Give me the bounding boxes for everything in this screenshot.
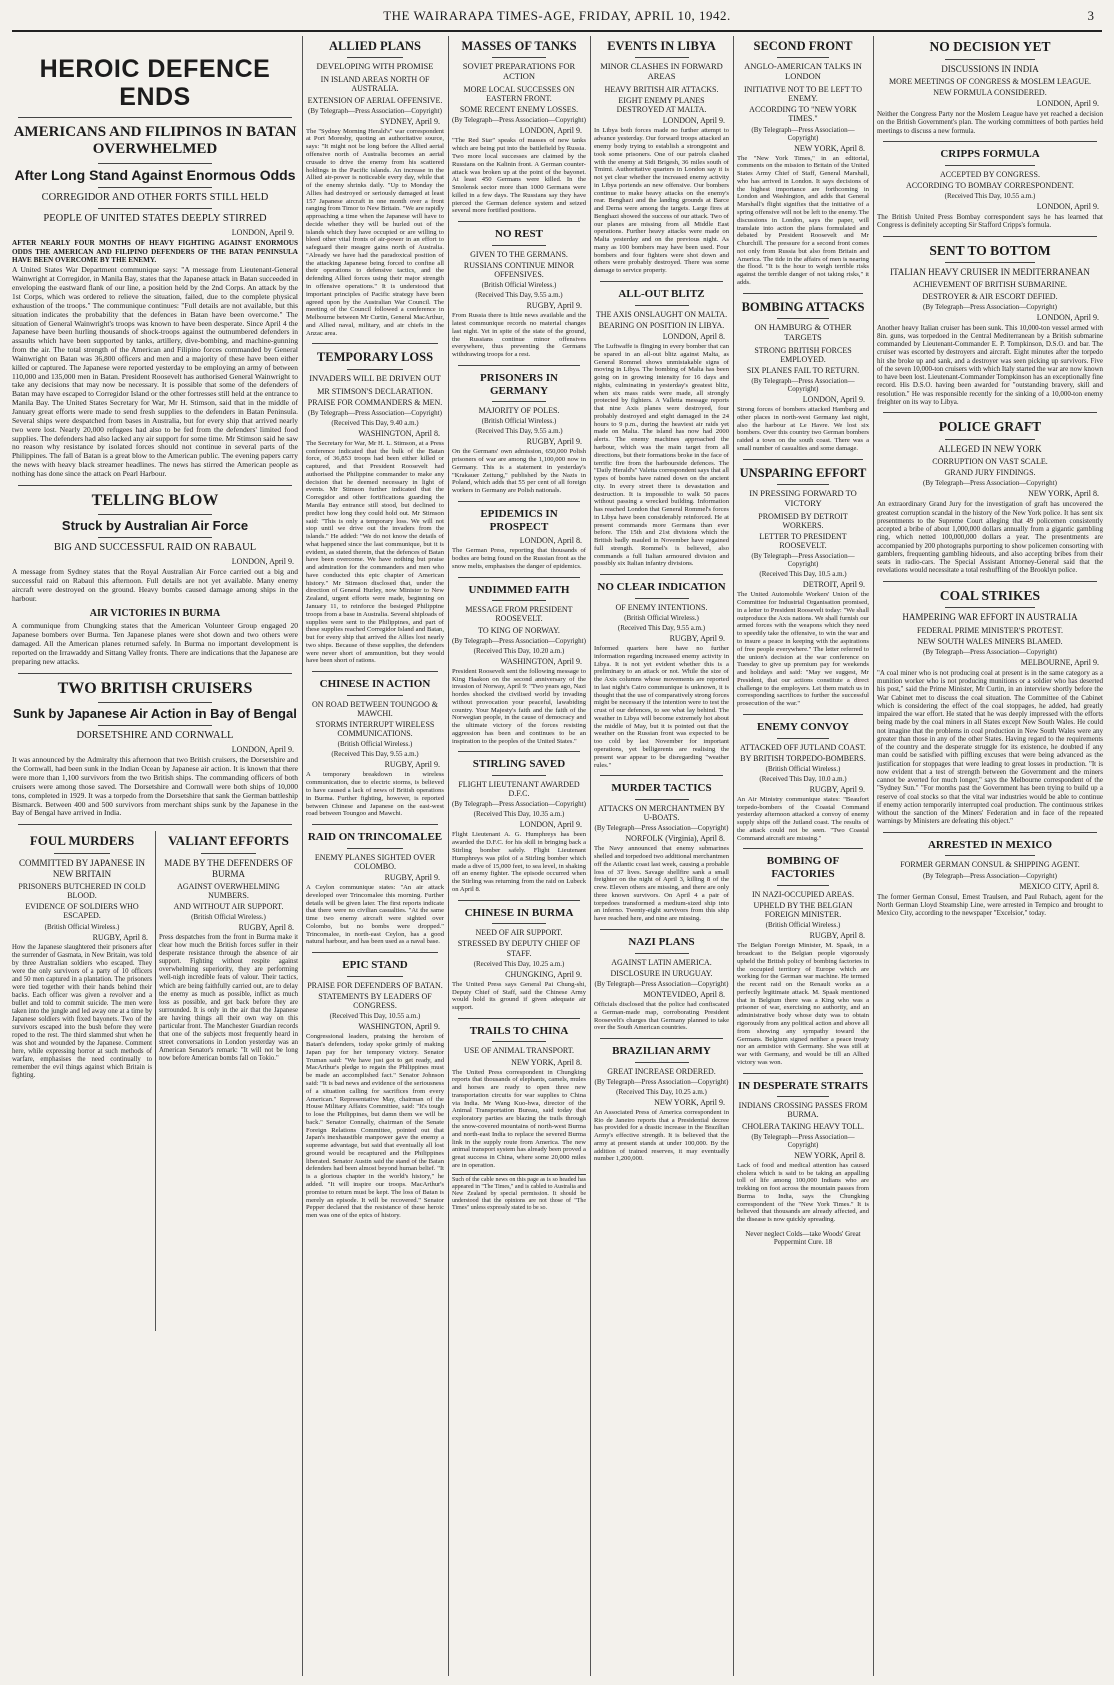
article-body: Press despatches from the front in Burma make it clear how much the British forces suffer in their desperate resistance through the absence of air support. Fighting without respite against overwhelming superiority, they are performing well-nigh incredible feats of valour. Their tactics, which are being faithfully carried out, are to delay the enemy as much as possible, inflict as much loss as possible, and get back before they are surrounded. It is only in the air that the Japanese are having things all their own way on this particular front. The Manchester Guardian records that one of the subjects most frequently heard in street conversations in London yesterday was an American Senator's remark: "It will not be long now before American bombs fall on Tokio." [159,934,298,1062]
lead-deck: After Long Stand Against Enormous Odds [14,166,296,183]
masthead [0,0,1114,30]
article-deck: STORMS INTERRUPT WIRELESS COMMUNICATIONS. [315,720,435,739]
article-body: The "Sydney Morning Herald's" war correspondent at Port Moresby, quoting an authoritative source, says: "It might not be long before the Allied aerial offensive north of Australia becomes an aerial crusade to drive the enemy from his scattered holdings in the Pacific islands. An increase in the Allied air-power is noticeable every day, while that of the enemy shrinks daily. "Up to Monday the Allies had destroyed or seriously damaged at least 157 Japanese aircraft in one month over a front ranging from Timor to New Britain. "We are rapidly approaching a time when the Japanese will have to decide whether they will be hurled out of the islands which they have occupied or are willing to bleed other vital fronts of air-power in an effort to safeguard their meagre gains north of Australia. "Already we have had the paradoxical position of the attacking Japanese being forced to confine all their operations to defensive tactics, and the defending Allied forces using their major strength in offensive operations." It is understood that important principles of Pacific strategy have been agreed upon by the Australian War Council. The meeting of the Council followed a conference in Melbourne between Mr Curtin, General MacArthur, and Allied naval, military, and air chiefs in the Anzac area. [306,127,444,337]
lead-intro: AFTER NEARLY FOUR MONTHS OF HEAVY FIGHTING AGAINST ENORMOUS ODDS THE AMERICAN AND FILIPINO DEFENDERS OF THE BATAN PENINSULA HAVE BEEN OVERCOME BY THE ENEMY. [12,239,298,264]
article-deck: IN NAZI-OCCUPIED AREAS. [752,889,854,899]
article-headline: RAID ON TRINCOMALEE [307,831,443,844]
article-headline: ALL-OUT BLITZ [618,288,705,301]
article-deck: NEW SOUTH WALES MINERS BLAMED. [917,636,1063,646]
article-headline: NO DECISION YET [929,39,1051,54]
article-deck: ACCORDING TO BOMBAY CORRESPONDENT. [906,180,1074,190]
article-headline: NO CLEAR INDICATION [597,581,726,594]
dateline: SYDNEY, April 9. [380,116,440,126]
article-deck: FEDERAL PRIME MINISTER'S PROTEST. [917,625,1063,635]
article-deck: ANGLO-AMERICAN TALKS IN LONDON [744,61,862,82]
received-line: (Received This Day, 10.20 a.m.) [473,646,565,655]
dateline: LONDON, April 9. [802,395,865,405]
article-deck: BIG AND SUCCESSFUL RAID ON RABAUL [53,542,257,554]
dateline: NEW YORK, April 8. [794,1150,865,1160]
article-deck: UPHELD BY THE BELGIAN FOREIGN MINISTER. [753,900,853,920]
article-deck: USE OF ANIMAL TRANSPORT. [463,1046,575,1056]
article-deck: PRISONERS BUTCHERED IN COLD BLOOD. [18,881,146,901]
article-headline: BOMBING OF FACTORIES [766,855,840,881]
column-6 [877,36,1103,1676]
dateline: LONDON, April 8. [519,536,582,546]
dateline: LONDON, April 9. [231,228,294,238]
article-deck: HEAVY BRITISH AIR ATTACKS. [604,84,719,94]
article-deck: INITIATIVE NOT TO BE LEFT TO ENEMY. [744,84,862,104]
article-deck: FLIGHT LIEUTENANT AWARDED D.F.C. [458,780,580,799]
received-line: (Received This Day, 10.0 a.m.) [759,774,847,783]
article-deck: IN ISLAND AREAS NORTH OF AUSTRALIA. [320,75,430,94]
column-5 [737,36,869,1676]
article-deck: RUSSIANS CONTINUE MINOR OFFENSIVES. [463,260,575,280]
article-deck: STRESSED BY DEPUTY CHIEF OF STAFF. [457,939,581,958]
article-body: Strong forces of bombers attacked Hamburg and other places in north-west Germany last night, also the harbour at Le Havre. We lost six bombers. Over this country two German bombers raided a town on the south coast. There was a small number of casualties and some damage. [737,406,869,452]
article-body: The former German Consul, Ernest Traulsen, and Paul Rubach, agent for the North German Lloyd Steamship Line, were arrested in Tempico and brought to Mexico City, according to the newspaper "Excelsior," today. [877,892,1103,918]
dateline: LONDON, April 9. [519,126,582,136]
dateline: LONDON, April 8. [662,332,725,342]
credit-line: (By Telegraph—Press Association—Copyright) [923,871,1057,880]
article-body: Lack of food and medical attention has caused cholera which is said to be taking an appalling toll of life among 100,000 Indians who are trekking on foot across the mountain passes from Burma to India, says the Chungking correspondent of the "New York Times." It is believed that thousands are already affected, and the disease is now quickly spreading. [737,1161,869,1224]
credit-line: (By Telegraph—Press Association—Copyright) [308,408,442,417]
received-line: (Received This Day, 10.25 a.m.) [616,1087,707,1096]
article-headline: EVENTS IN LIBYA [607,39,716,53]
article-headline: SENT TO BOTTOM [929,242,1051,258]
article-deck: ACHIEVEMENT OF BRITISH SUBMARINE. [912,280,1068,290]
sub-headline: AIR VICTORIES IN BURMA [89,607,221,619]
received-line: (Received This Day, 10.35 a.m.) [473,810,565,819]
article-headline: STIRLING SAVED [472,758,566,771]
received-line: (Received This Day, 9.55 a.m.) [331,750,419,759]
article-deck: ON ROAD BETWEEN TOUNGOO & MAWCHI. [312,699,438,718]
article-deck: MORE MEETINGS OF CONGRESS & MOSLEM LEAGUE. [888,76,1091,86]
article-body: The Secretary for War, Mr H. L. Stimson, at a Press conference indicated that the bulk of the Batan force, of 36,853 troops had been either killed or captured, and that President Roosevelt had authorised the Philippine commander to make any decision that he deemed necessary in light of events. Mr Stimson further indicated that the Corregidor and other fortifications guarding the Manila Bay entrance still stood, but declined to predict how long they could hold out. Mr Stimson said: "This is only a temporary loss. We will not stop until we drive out the invaders from the islands." He added: "We do not know the details of what happened since the last communique, but it is evident, as stated therein, that the defences of Batan have been overcome. We have nothing but praise and admiration for the commanders and men who have conducted this epic chapter of American history." Mr Stimson disclosed that, under the direction of General Hurley, now Minister to New Zealand, urgent efforts were made, beginning on January 11, to reinforce the besieged Philippine troops from a base in Australia. Several shiploads of supplies were sent to the Philippines, and part of these supplies reached Corregidor Island and Batan, but for every ship that arrived the Allies lost nearly two ships. Because of these supplies, the defenders were never short of ammunition, but they would have been short of rations. [306,439,444,665]
article-headline: ARRESTED IN MEXICO [927,838,1053,851]
dateline: LONDON, April 9. [662,116,725,126]
article-headline: TELLING BLOW [91,491,219,509]
article-body: Flight Lieutenant A. G. Humphreys has been awarded the D.F.C. for his skill in bringing back a Stirling bomber safely. Flight Lieutenant Humphreys was pilot of a Stirling bomber which made a dive of 15,000 feet, to sea level, in shaking off an enemy fighter. The episode occurred when the Stirling was returning from the raid on Lubeck on April 8. [452,831,586,893]
article-deck: LETTER TO PRESIDENT ROOSEVELT. [759,532,847,551]
article-body: A message from Sydney states that the Royal Australian Air Force carried out a big and successful raid on Rabaul this afternoon. Full details are not yet available. Many enemy aircraft were destroyed on the ground. Heavy bombs caused damage among ships in the harbour. [12,567,298,603]
dateline: LONDON, April 9. [519,820,582,830]
column-3 [452,36,586,1676]
article-deck: GIVEN TO THE GERMANS. [470,249,568,259]
credit-line: (By Telegraph—Press Association—Copyright) [452,636,586,645]
article-deck: ON HAMBURG & OTHER TARGETS [754,322,852,342]
article-headline: UNSPARING EFFORT [739,465,867,480]
advertisement-number: 18 [825,1237,833,1246]
article-deck: PRAISE FOR COMMANDERS & MEN. [307,397,443,407]
credit-line: (By Telegraph—Press Association—Copyright) [452,800,586,809]
article-deck: DISCLOSURE IN URUGUAY. [610,968,713,978]
dateline: RUGBY, April 8. [809,931,865,941]
dateline: RUGBY, April 8. [238,923,294,933]
dateline: MONTEVIDEO, April 8. [643,990,725,999]
dateline: LONDON, April 9. [1036,99,1099,109]
article-deck: GREAT INCREASE ORDERED. [607,1066,716,1076]
article-body: A communique from Chungking states that the American Volunteer Group engaged 20 Japanese bombers over Burma. Ten Japanese planes were shot down and two others were damaged. All the American planes returned safely. In Burma no important development is reported on the Irrawaddy and Sittang Valley fronts. There are indications that the Japanese are preparing new attacks. [12,621,298,666]
article-body: The British United Press Bombay correspondent says he has learned that Congress is definitely accepting Sir Stafford Cripps's formula. [877,213,1103,230]
article-headline: MURDER TACTICS [611,782,712,795]
dateline: MELBOURNE, April 9. [1020,657,1099,667]
column-divider [155,831,156,1331]
article-deck: SIX PLANES FAIL TO RETURN. [746,365,860,375]
credit-line: (British Official Wireless.) [481,281,557,290]
dateline: NEW YORK, April 8. [511,1057,582,1067]
article-headline: ENEMY CONVOY [757,720,849,733]
article-body: "The Red Star" speaks of masses of new tanks which are being put into the battlefield by Russia. Two more local successes are claimed by the Russians on the Kalinin front. A German counter-attack was broken up at the point of the bayonet. At least 450 Germans were killed. In the Smolensk sector more than 1000 Germans were killed in a few days. The Russians say they have pierced the German defence system and seized several more fortified positions. [452,137,586,215]
article-deck: FORMER GERMAN CONSUL & SHIPPING AGENT. [900,860,1080,870]
received-line: (Received This Day, 9.40 a.m.) [331,418,419,427]
received-line: (Received This Day, 10.5 a.m.) [759,570,847,579]
advertisement-text: Never neglect Colds—take Woods' Great Peppermint Cure. [745,1229,861,1246]
dateline: RUGBY, April 9. [669,634,725,644]
lead-section [12,36,298,1676]
dateline: LONDON, April 9. [231,745,294,755]
article-deck: DEVELOPING WITH PROMISE [316,61,434,72]
newspaper-title: THE WAIRARAPA TIMES-AGE, FRIDAY, APRIL 10, 1942. [383,8,731,23]
dateline: LONDON, April 9. [1036,312,1099,322]
valiant-efforts-article [159,831,298,1062]
article-deck: DISCUSSIONS IN INDIA [941,63,1039,74]
credit-line: (By Telegraph—Press Association—Copyright) [751,552,855,569]
article-body: It was announced by the Admiralty this afternoon that two British cruisers, the Dorsetshire and the Cornwall, had been sunk in the Indian Ocean by Japanese air action. It is known that there were more than 1,100 survivors from the two British ships. The commanding officers of both cruisers were among those saved. The Dorsetshire and Cornwall were both ships of 10,000 tons, completed in 1929. It was a torpedo from the Dorsetshire that sank the German battleship Bismarck. Between 400 and 500 survivors from merchant ships sunk by the Japanese in the Bay of Bengal have arrived in India. [12,755,298,818]
article-body: The United Automobile Workers' Union of the Committee for Industrial Organisation promised, in a letter to President Roosevelt today: "We shall outproduce the Axis nations. We shall furnish our armed forces with the weapons which they need to speedily take the offensive, to win the war and to insure a peace in keeping with the aspirations of free people everywhere." The letter referred to the union's decision at the war conference on Tuesday to give up premium pay for weekends and holidays and said: "May we suggest, Mr President, that our actions constitute a direct challenge to the employers. Let them match us in corresponding sacrifices to further the successful prosecution of the war." [737,591,869,708]
column-divider [448,36,449,1676]
article-deck: STRONG BRITISH FORCES EMPLOYED. [754,345,852,364]
article-deck: ACCEPTED BY CONGRESS. [940,169,1040,179]
article-body: On the Germans' own admission, 650,000 Polish prisoners of war are among the 1,100,000 now in Germany. This is a statement in yesterday's "Krakauer Zeitung," published by the Nazis in Poland, which adds that 55 per cent of all foreign workers in Germany are Polish nationals. [452,448,586,495]
article-deck: EIGHT ENEMY PLANES DESTROYED AT MALTA. [616,96,707,115]
article-body: "A coal miner who is not producing coal at present is in the same category as a munition worker who is not producing munitions or a soldier who has deserted his post," said the Prime Minister, Mr Curtin, in an interview shortly before the War Cabinet met to discuss the coal situation. The Committee of the Cabinet which is considering the effect of the coal stoppages, he added, had greatly impaired the war effort. He stated that he was deeply impressed with the efforts being made by the coal miners in all States except New South Wales. He could not imagine that the problems in coal production in New South Wales were any greater than those in any of the other States. Having regard to the requirements of the country and the desperate struggle for its existence, he doubted if any man could be satisfied with piffling excuses that were being advanced as the justification for stoppages that were leading to great losses in production. "It is now evident that a test of strength between the Government and the miners cannot be averted for much longer," says the Melbourne correspondent of the "Sydney Sun." "For months past the Government has been trying to build up a reserve of coal stocks so that the vital war industries would be able to continue if enemy action temporarily interrupted coal production. The continuous strikes without the sanction of the Miners' Federation and in face of the repeated warnings by Ministers are defeating this object." [877,668,1103,826]
article-headline: IN DESPERATE STRAITS [737,1079,868,1092]
article-deck: SOME RECENT ENEMY LOSSES. [459,105,579,115]
article-headline: POLICE GRAFT [938,419,1042,435]
article-headline: FOUL MURDERS [29,833,135,849]
article-headline: TEMPORARY LOSS [316,350,434,365]
article-deck: MINOR CLASHES IN FORWARD AREAS [600,61,723,82]
lead-deck: CORREGIDOR AND OTHER FORTS STILL HELD [41,191,269,203]
article-headline: SECOND FRONT [753,39,853,53]
credit-line: (By Telegraph—Press Association—Copyright) [923,479,1057,488]
article-deck: MORE LOCAL SUCCESSES ON EASTERN FRONT. [463,84,575,104]
article-headline: PRISONERS IN GERMANY [480,371,558,397]
article-deck: NEED OF AIR SUPPORT. [475,928,563,938]
article-headline: MASSES OF TANKS [461,39,577,53]
credit-line: (British Official Wireless.) [191,913,266,922]
column-divider [302,36,303,1676]
received-line: (Received This Day, 9.55 a.m.) [475,427,563,436]
credit-line: (By Telegraph—Press Association—Copyright) [452,116,586,125]
dateline: WASHINGTON, April 9. [358,1022,440,1032]
article-body: From Russia there is little news available and the latest communique records no material changes last night. Yet in spite of the state of the ground, the Russians continue minor offensives everywhere, thus preventing the Germans withdrawing troops for a rest. [452,312,586,359]
article-headline: BRAZILIAN ARMY [612,1045,711,1058]
article-headline: UNDIMMED FAITH [468,583,570,596]
article-deck: INDIANS CROSSING PASSES FROM BURMA. [738,1101,868,1120]
article-body: In Libya both forces made no further attempt to advance yesterday. Our forward troops attacked an enemy body trying to establish a strongpoint and took some prisoners. One of our patrols clashed with the enemy at Sidi Brigesh, 36 miles south of Tmimi. Authoritative quarters in London say it is not yet clear whether the increased enemy activity in Libya portends an new offensive. Our bombers continue to make heavy attacks on the enemy's rear. Benghazi and the landing grounds at Barce and Derna were among the targets. Large fires at Benghazi showed the success of our attack. Two of our planes are missing from all Middle East operations. Further heavy attacks were made on Malta yesterday and on the previous night. As many as 100 bombers may have been used. Four bombers and four fighters were shot down and others were probably destroyed. There was some damage to service property. [594,127,729,275]
article-headline: CHINESE IN BURMA [464,906,574,919]
credit-line: (By Telegraph—Press Association—Copyright) [923,647,1057,656]
article-body: The United Press correspondent in Chungking reports that thousands of elephants, camels, mules and horses are ready to open three new transportation circuits for war supplies to China via India. Mr Wang Kuo-hwa, director of the Animal Transportation Bureau, said today that exploratory parties are blazing the trails through the snow-covered mountains of north-west Burma and north-east India to replace the severed Burma link in the supply route from America. The new animal transport system has already been proved a great success in China, where some 20,000 miles are in operation. [452,1068,586,1169]
article-headline: ALLIED PLANS [328,39,422,53]
article-body: Another heavy Italian cruiser has been sunk. This 10,000-ton vessel armed with 8in. guns, was torpedoed in the Central Mediterranean by a British submarine commanded by Lieutenant-Commander E. P. Tompkinson, D.S.O. and bar. The cruiser was escorted by destroyers and aircraft. Eight minutes after the torpedo hit she broke up and sank, and a destroyer was seen picking up survivors. Five of the seven 10,000-ton cruisers with which Italy started the war are now known to have been lost. Lieutenant-Commander Tompkinson has an exceptionally fine record. His D.S.O. having been awarded for "outstanding bravery, skill and resolution." He was responsible recently for the sinking of a 10,000-ton enemy freighter on its way to Libya. [877,323,1103,406]
article-deck: BY BRITISH TORPEDO-BOMBERS. [740,753,866,763]
article-deck: BEARING ON POSITION IN LIBYA. [598,320,725,330]
article-deck: STATEMENTS BY LEADERS OF CONGRESS. [318,992,432,1011]
received-line: (Received This Day, 10.55 a.m.) [944,192,1036,200]
article-deck: COMMITTED BY JAPANESE IN NEW BRITAIN [18,858,146,879]
article-headline: NAZI PLANS [628,935,695,948]
article-deck: AGAINST LATIN AMERICA. [611,957,712,967]
article-body: The Belgian Foreign Minister, M. Spaak, in a broadcast to the Belgian people vigorously upheld the British policy of bombing factories in the occupied territory of Europe which are working for the German war machine. He termed the recent raid on the Renault works as a perfectly legitimate attack. M. Spaak mentioned that in Belgium there was a King who was a prisoner of war, exercising no authority, and an administrative body whose duty was to obtain rigorously from any political action and above all from showing any sympathy toward the Germans. Belgium signed neither a peace treaty nor an armistice with Germany. She was still at war with Germany, and would be till an Allied victory was won. [737,942,869,1066]
article-deck: DORSETSHIRE AND CORNWALL [76,730,234,742]
article-body: Informed quarters here have no further information regarding increased enemy activity in Libya. It is not yet evident whether this is a preliminary to an attack or not. While the size of the Axis columns whose movements are reported in last night's Cairo communique is unknown, it is thought that the use of comparatively strong forces might be necessary if the intention were to test the crust of our defences, to see what lay behind. The weather in Libya will become extremely hot about the middle of May, but it is pointed out that the weather on the Russian front was expected to be too cold by last November for important operations, yet belligerents are realising the present war appear to be disregarding "weather rules." [594,645,729,769]
dateline: NEW YORK, April 8. [794,143,865,153]
credit-line: (British Official Wireless.) [337,740,413,749]
article-body: A Ceylon communique states: "An air attack developed over Trincomalee this morning. Further details will be given later. The first reports indicate that there were no civilian casualties. "At the same time two enemy aircraft were sighted over Colombo, but no bombs were dropped." Trincomalee, in north-east Ceylon, has a good natural harbour, and has been used as a naval base. [306,884,444,946]
credit-line: (By Telegraph—Press Association—Copyright) [594,824,729,833]
dateline: RUGBY, April 9. [526,301,582,311]
article-headline: CHINESE IN ACTION [319,678,431,691]
received-line: (Received This Day, 9.55 a.m.) [475,291,563,300]
masthead-rule [12,30,1102,32]
dateline: WASHINGTON, April 9. [500,656,582,666]
dateline: NEW YORK, April 9. [654,1097,725,1107]
article-headline: CRIPPS FORMULA [940,147,1040,160]
article-deck: PROMISED BY DETROIT WORKERS. [758,511,848,530]
article-deck: EVIDENCE OF SOLDIERS WHO ESCAPED. [25,902,139,921]
dateline: NORFOLK (Virginia), April 8. [625,834,725,844]
credit-line: (By Telegraph—Press Association—Copyright) [751,377,855,394]
article-body: The United Press says General Pai Chung-shi, Deputy Chief of Staff, said the Chinese Army would hold its ground if given adequate air support. [452,980,586,1012]
article-deck: MESSAGE FROM PRESIDENT ROOSEVELT. [465,605,573,624]
article-deck: INVADERS WILL BE DRIVEN OUT [309,372,441,383]
banner-headline: HEROIC DEFENCE ENDS [39,55,271,111]
article-body: An Associated Press of America correspondent in Rio de Janeiro reports that a Presidential decree has provided for a drastic increase in the Brazilian Army's effective strength. It is believed that the army at present stands at under 100,000. By the addition of trained reserves, it may eventually number 1,200,000. [594,1108,729,1163]
article-deck: ACCORDING TO "NEW YORK TIMES." [749,105,857,124]
lead-body: A United States War Department communique says: "A message from Lieutenant-General Wainwright at Corregidor, in Manila Bay, states that the Japanese attack in Batan succeeded in enveloping the eastward flank of our line, a position held by the 2nd Corps. An attack by the 1st Corps, which was ordered to relieve the situation, failed, due to the complete physical exhaustion of the troops." The communique continues: "Full details are not available, but this situation indicates the probability that the defences in Batan have been overcome." The situation of General Wainwright's troops was known to have been desperate. Since April 4 the Japanese have been hurling thousands of shock-troops against the outnumbered defenders in assaults which have been supported by tanks, artillery, dive-bombing, and machine-gunning from the air. The total strength of the American and Filipino forces commanded by General Wainwright on Batan was 36,800 officers and men and a majority of these have been either killed or captured. The Japanese were reported yesterday to be employing an army of between 110,000 and 135,000 men in Batan. President Roosevelt has authorised General Wainwright to take any decisions that may now be necessary. It is possible that some of the defenders of Batan may have escaped to Corregidor Island or the other fortresses still held at the entrance to Manila Bay. The United States Secretary for War, Mr H. Stimson, said that in the middle of January great efforts were made to send fresh supplies to the defenders in Batan Peninsula. Several ships were despatched from bases in Australia, but for every ship that arrived nearly two were lost. Nearly 20,000 refugees had also to be fed from the defenders' limited food supplies. The defenders had also lacked any air support for some time. Mr Stimson said he saw no reason why resistance by isolated forces should not continue in several parts of the Philippines. The fall of Batan is a great blow to the American public. The evening papers carry the news with heavy black streamer headlines. The news has stirred the American people as nothing has done since the attack on Pearl Harbour. [12,265,298,478]
credit-line: (By Telegraph—Press Association—Copyright) [751,125,855,142]
dateline: RUGBY, April 9. [384,760,440,770]
article-deck: DESTROYER & AIR ESCORT DEFIED. [922,291,1058,301]
article-body: Officials disclosed that the police had confiscated a German-made map, corroborating President Roosevelt's charges that Germany planned to take over the South American countries. [594,1001,729,1032]
column-divider [873,36,874,1676]
credit-line: (By Telegraph—Press Association—Copyright) [594,980,729,988]
page-number: 3 [1087,8,1094,23]
credit-line: (By Telegraph—Press Association—Copyright) [923,302,1057,311]
article-deck: Struck by Australian Air Force [61,518,249,534]
article-deck: MR STIMSON'S DECLARATION. [317,386,433,396]
credit-line: (British Official Wireless.) [481,417,557,426]
article-deck: ITALIAN HEAVY CRUISER IN MEDITERRANEAN [890,267,1090,278]
article-headline: VALIANT EFFORTS [168,833,289,849]
lead-deck: PEOPLE OF UNITED STATES DEEPLY STIRRED [43,212,267,224]
article-deck: PRAISE FOR DEFENDERS OF BATAN. [307,980,443,990]
article-headline: TRAILS TO CHINA [469,1024,569,1037]
article-body: The German Press, reporting that thousands of bodies are being found on the Russian front as the snow melts, emphasises the danger of epidemics. [452,547,586,570]
dateline: RUGBY, April 8. [92,932,148,942]
dateline: RUGBY, April 9. [809,784,865,794]
article-deck: AND WITHOUT AIR SUPPORT. [173,902,284,912]
article-body: President Roosevelt sent the following message to King Haakon on the second anniversary of the invasion of Norway, April 9: "Two years ago, Nazi hordes shocked the civilised world by invading without provocation your peaceful, lawabiding country. Your Majesty's faith and the faith of the Norwegian people, in the cause of democracy and the ultimate victory of the forces resisting aggression has been and continues to be an inspiration to the peoples of the United States." [452,667,586,745]
article-headline: NO REST [495,228,543,241]
article-deck: HAMPERING WAR EFFORT IN AUSTRALIA [902,612,1078,623]
article-headline: EPIDEMICS IN PROSPECT [480,507,558,533]
article-deck: TO KING OF NORWAY. [478,625,560,635]
article-headline: COAL STRIKES [939,587,1041,603]
article-deck: AGAINST OVERWHELMING NUMBERS. [177,881,280,901]
credit-line: (British Official Wireless.) [765,764,841,773]
advertisement [737,1230,869,1246]
article-headline: TWO BRITISH CRUISERS [57,679,253,697]
article-deck: NEW FORMULA CONSIDERED. [933,88,1047,98]
credit-line: (By Telegraph—Press Association—Copyright) [594,1077,729,1086]
article-deck: CHOLERA TAKING HEAVY TOLL. [741,1121,865,1131]
credit-line: (British Official Wireless.) [624,614,699,623]
dateline: DETROIT, April 9. [802,580,865,590]
article-body: Neither the Congress Party nor the Moslem League have yet reached a decision on the British Government's plan. The working committees of both parties held meetings to discuss a new formula. [877,110,1103,135]
credit-line: (British Official Wireless.) [44,922,120,931]
article-deck: SOVIET PREPARATIONS FOR ACTION [462,61,576,82]
article-deck: ALLEGED IN NEW YORK [938,443,1042,454]
dateline: WASHINGTON, April 8. [358,428,440,438]
times-note: Such of the cable news on this page as is so headed has appeared in "The Times," and is cabled to Australia and New Zealand by special permission. It should be understood that the opinions are not those of "The Times" unless expressly stated to be so. [452,1174,586,1212]
column-2 [306,36,444,1676]
article-deck: MADE BY THE DEFENDERS OF BURMA [164,858,293,879]
article-deck: ATTACKED OFF JUTLAND COAST. [740,742,866,752]
article-deck: Sunk by Japanese Air Action in Bay of Bengal [13,705,297,721]
dateline: MEXICO CITY, April 8. [1019,881,1099,891]
dateline: RUGBY, April 9. [526,437,582,447]
article-body: Congressional leaders, praising the heroism of Batan's defenders, today spoke grimly of making Japan pay for her temporary victory. Senator Truman said: "We have just got to get ready, and MacArthur's pledge to regain the Philippines must be made an accomplished fact." Senator Johnson said: "It is bad news and evidence of the seriousness of a situation calling for sacrifices from every American." Representative May, chairman of the House Military Affairs Committee, said: "It's tough to lose the Philippines, but damn them we will be back." Senator Connally, chairman of the Senate Foreign Relations Committee, pointed out that Japan's inexhaustible manpower gave the enemy a supreme advantage, but said that eventually all lost ground would be recaptured and the Philippines liberated. Senator Austin said the stand of the Batan defenders had been almost beyond human belief. "It is a glorious chapter in the world's history," he added. "It will inspire our troops. MacArthur's promise to return must be kept. The loss of Batan is merely an episode. It will be recovered." Senator Pepper declared that the resistance of these heroic men was one of the epics of history. [306,1033,444,1220]
dateline: LONDON, April 9. [1036,202,1099,211]
dateline: CHUNGKING, April 9. [505,969,582,979]
article-body: The "New York Times," in an editorial, comments on the mission to Britain of the United States Army Chief of Staff, General Marshall, who has arrived in London. It says decisions of the highest importance are forthcoming in London and Washington, and adds that General Marshall's flight signifies that the initiative of a spring offensive will not be left to the enemy. The discussions in London, says the paper, will translate into action the plans formulated and debated by President Roosevelt and Mr Churchill. The pressure for a second front comes not only from Russia but also from Britain and America. The tide in the affairs of men is nearing the flood. "It is the hour to weigh terrible risks against the terrible danger of not taking risks," it adds. [737,154,869,286]
dateline: NEW YORK, April 8. [1028,489,1099,499]
article-deck: OF ENEMY INTENTIONS. [615,602,708,612]
received-line: (Received This Day, 10.25 a.m.) [473,959,565,968]
credit-line: (British Official Wireless.) [765,921,841,930]
article-body: An extraordinary Grand Jury for the investigation of graft has uncovered the greatest corruption scandal in the history of the New York police. It has sent six presentments to the Supreme Court alleging that 49 policemen consistently accepted a bribe of about 1,000,000 dollars annually from a gigantic gambling ring, which netted 100,000,000 dollars a year. The presentments are accompanied by 200 photographs purporting to show policemen consorting with gamblers, frequenting gambling hideouts, and also accepting bribes from their seats in radio-cars. The Special Assistant Attorney-General said that the revelations would necessitate a total reshuffling of the Brooklyn police. [877,500,1103,575]
article-headline: EPIC STAND [342,959,408,972]
credit-line: (By Telegraph—Press Association—Copyright) [751,1132,855,1149]
article-deck: GRAND JURY FINDINGS. [944,468,1036,478]
article-body: An Air Ministry communique states: "Beaufort torpedo-bombers of the Coastal Command yesterday afternoon attacked a convoy of enemy supply ships off the Jutland coast. The results of the attack could not be seen. "Two Coastal Command aircraft are missing." [737,795,869,842]
article-body: How the Japanese slaughtered their prisoners after the surrender of Gasmata, in New Britain, was told by three Australian soldiers who escaped. They were the only survivors of a party of 10 officers and 50 men captured in a plantation. The prisoners were tied together with their hands behind their backs. Each officer was given a revolver and a bullet and told to commit suicide. The men were taken into the jungle and led away one at a time by Japanese soldiers with fixed bayonets. Two of the survivors escaped into the bush before they were roped to the rest. The third slammed shut when he was shot and wounded by the Japanese. Comment here, while expressing horror at such methods of warfare, emphasises the need continually to remember the evil things against which Britain is fighting. [12,943,152,1079]
article-deck: ENEMY PLANES SIGHTED OVER COLOMBO. [314,852,436,871]
column-divider [590,36,591,1676]
received-line: (Received This Day, 10.55 a.m.) [329,1012,421,1021]
lead-headline: AMERICANS AND FILIPINOS IN BATAN OVERWHELMED [13,124,297,158]
article-body: The Luftwaffe is flinging in every bomber that can be spared in an all-out blitz against Malta, as General Rommel shows unmistakable signs of moving in Libya. The bombing of Malta has been going on in growing intensity for 16 days and nights, culminating in yesterday's greatest blitz, when six mass raids were made, all strongly protected by fighters. A Valletta message reports that nine Axis planes were destroyed, four probably destroyed and eight damaged in the 24 hours to 9 p.m., during the heaviest air raids yet made on Malta. The island has now had 2000 alerts. The enemy machines approached the harbour, which was the main target from all directions, but their formations broke in the face of terrific fire from the harbourside defences. The "Daily Herald's" Valetta correspondent says that all types of bombs have rained down on the ancient city. In every street there is devastation and destruction. It is impossible to walk 50 paces without passing a wrecked building. Information has reached London that General Rommel's forces in Libya have been considerably reinforced. He at present commands more Germans than ever before. The 15th and 21st divisions which the British badly mauled in November have regained full strength. Rommel's is believed, also commands a full Italian armoured division and possibly six Italian infantry divisions. [594,343,729,568]
article-body: A temporary breakdown in wireless communication, due to electric storms, is believed to have caused a lack of news of British operations in Burma. Further fighting, however, is reported between Chinese and Japanese on the east-west road between Toungoo and Mawchi. [306,771,444,818]
lower-split [12,831,298,1331]
foul-murders-article [12,831,152,1080]
column-4 [594,36,729,1676]
article-headline: BOMBING ATTACKS [741,299,865,314]
dateline: RUGBY, April 9. [384,873,440,883]
column-divider [733,36,734,1676]
article-deck: EXTENSION OF AERIAL OFFENSIVE. [307,95,443,105]
article-deck: CORRUPTION ON VAST SCALE. [932,457,1048,467]
credit-line: (By Telegraph—Press Association—Copyright) [308,106,442,115]
article-deck: IN PRESSING FORWARD TO VICTORY [749,488,857,508]
article-deck: THE AXIS ONSLAUGHT ON MALTA. [595,309,728,319]
received-line: (Received This Day, 9.55 a.m.) [617,624,706,633]
dateline: LONDON, April 9. [231,557,294,567]
article-deck: MAJORITY OF POLES. [478,406,560,416]
article-body: The Navy announced that enemy submarines shelled and torpedoed two additional merchantmen off the Atlantic coast last week, causing a probable loss of 37 lives. Savage shellfire sank a small freighter on the night of April 3, killing 8 of the crew. Eleven others are missing, and there are only three known survivors. On April 4 a pair of torpedoes transformed a medium-sized ship into an inferno. Twenty-eight survivors from this ship have reached here, and nine are missing. [594,845,729,923]
article-deck: ATTACKS ON MERCHANTMEN BY U-BOATS. [598,803,725,823]
